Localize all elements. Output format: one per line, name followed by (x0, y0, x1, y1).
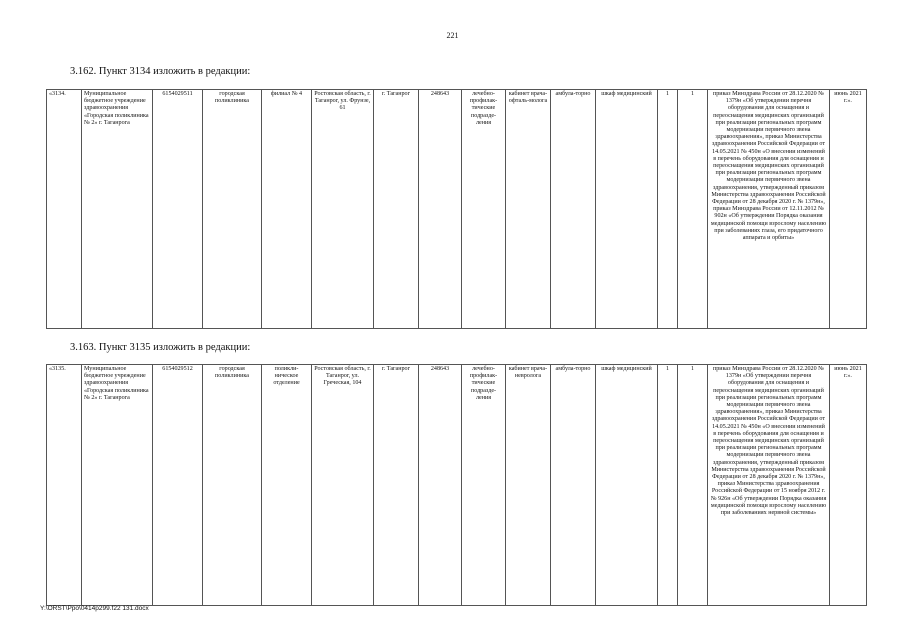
inn: 6154029512 (153, 365, 203, 606)
cabinet: кабинет врача-невролога (506, 365, 551, 606)
address: Ростовская область, г. Таганрог, ул. Фрунзе, 61 (312, 90, 374, 329)
table-3134 (46, 89, 867, 329)
inn: 6154029511 (153, 90, 203, 329)
organization-name: Муниципальное бюджетное учреждение здравоохранения «Городская поликлиника № 2» г. Таганрога (82, 365, 153, 606)
institution-type: городская поликлиника (203, 90, 262, 329)
section-heading-3134: 3.162. Пункт 3134 изложить в редакции: (70, 66, 251, 77)
institution-type: городская поликлиника (203, 365, 262, 606)
quantity-1: 1 (658, 90, 678, 329)
quantity-1: 1 (658, 365, 678, 606)
legal-basis: приказ Минздрава России от 28.12.2020 № 1379н «Об утверждении перечня оборудования для оснащения и переоснащения медицинских организаций при реализации региональных программ модернизации первичного звена здравоохранения», приказ Министерства здравоохранения Российской Федерации от 14.05.2021 № 450н «О внесении изменений в перечень оборудования для оснащения и переоснащения медицинских организаций при реализации региональных программ модернизации первичного звена здравоохранения, утвержденный приказом Министерства здравоохранения Российской Федерации от 28 декабря 2020 г. № 1379н», приказ Министерства здравоохранения Российской Федерации от 15 ноября 2012 г. № 926н «Об утверждении Порядка оказания медицинской помощи взрослому населению при заболеваниях нервной системы» (708, 365, 830, 606)
care-type: амбула-торно (551, 90, 596, 329)
organization-name: Муниципальное бюджетное учреждение здравоохранения «Городская поликлиника № 2» г. Таганрога (82, 90, 153, 329)
code: 248643 (419, 90, 462, 329)
equipment: шкаф медицинский (596, 365, 658, 606)
table-row (47, 365, 867, 606)
unit-name: поликли-ническое отделение (262, 365, 312, 606)
due-date: июнь 2021 г.». (830, 90, 867, 329)
address: Ростовская область, г. Таганрог, ул. Греческая, 104 (312, 365, 374, 606)
division: лечебно-профилак-тические подразде-ления (462, 90, 506, 329)
page-number: 221 (446, 31, 459, 40)
code: 248643 (419, 365, 462, 606)
row-number: «3135. (47, 365, 82, 606)
city: г. Таганрог (374, 365, 419, 606)
division: лечебно-профилак-тические подразде-ления (462, 365, 506, 606)
unit-name: филиал № 4 (262, 90, 312, 329)
row-number: «3134. (47, 90, 82, 329)
care-type: амбула-торно (551, 365, 596, 606)
equipment: шкаф медицинский (596, 90, 658, 329)
table-3135 (46, 364, 867, 606)
footer-file-path: Y:\ORST\Ppo\0414p299.f22 131.docx (40, 605, 149, 612)
quantity-2: 1 (678, 365, 708, 606)
city: г. Таганрог (374, 90, 419, 329)
section-heading-3135: 3.163. Пункт 3135 изложить в редакции: (70, 342, 251, 353)
legal-basis: приказ Минздрава России от 28.12.2020 № 1379н «Об утверждении перечня оборудования для оснащения и переоснащения медицинских организаций при реализации региональных программ модернизации первичного звена здравоохранения», приказ Министерства здравоохранения Российской Федерации от 14.05.2021 № 450н «О внесении изменений в перечень оборудования для оснащения и переоснащения медицинских организаций при реализации региональных программ модернизации первичного звена здравоохранения, утвержденный приказом Министерства здравоохранения Российской Федерации от 28 декабря 2020 г. № 1379н», приказ Минздрава России от 12.11.2012 № 902н «Об утверждении Порядка оказания медицинской помощи взрослому населению при заболеваниях глаза, его придаточного аппарата и орбиты» (708, 90, 830, 329)
quantity-2: 1 (678, 90, 708, 329)
cabinet: кабинет врача-офталь-молога (506, 90, 551, 329)
due-date: июнь 2021 г.». (830, 365, 867, 606)
table-row (47, 90, 867, 329)
